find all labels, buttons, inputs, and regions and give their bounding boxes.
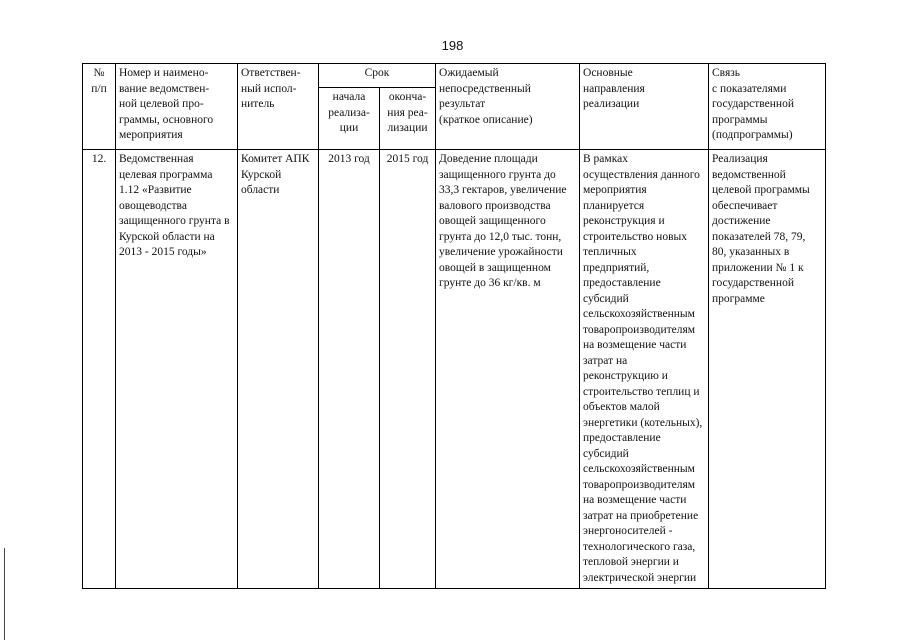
header-term-start-line: ции bbox=[339, 122, 359, 134]
cell-term-start: 2013 год bbox=[319, 150, 380, 589]
header-directions-line: Основные bbox=[583, 67, 633, 79]
header-link-line: программы bbox=[712, 113, 768, 126]
header-num-line: п/п bbox=[91, 82, 107, 95]
program-table bbox=[82, 63, 826, 589]
cell-term-end: 2015 год bbox=[380, 150, 436, 589]
header-term: Срок bbox=[319, 64, 436, 88]
header-num bbox=[83, 64, 116, 150]
header-num-line: № bbox=[93, 67, 105, 79]
cell-indicator-link: Реализация ведомственной целевой программы обеспечивает достижение показателей 78, 79, 80, указанных в приложении № 1 к государственной программе bbox=[709, 150, 826, 589]
header-name-line: ной целевой про- bbox=[119, 98, 204, 110]
header-term-start-line: реализа- bbox=[328, 106, 370, 119]
header-term-start bbox=[319, 88, 380, 150]
header-result-line: результат bbox=[439, 98, 486, 110]
header-name-line: Номер и наимено- bbox=[119, 67, 209, 79]
header-result-line: Ожидаемый bbox=[439, 67, 499, 79]
header-name-line: мероприятия bbox=[119, 129, 183, 141]
header-name-line: граммы, основного bbox=[119, 113, 214, 126]
cell-directions: В рамках осуществления данного мероприятия планируется реконструкция и строительство новых тепличных предприятий, предоставление субсидий сельскохозяйственным товаропроизводителям на возмещение части затрат на реконструкцию и строительство теплиц и объектов малой энергетики (котельных), предоставление субсидий сельскохозяйственным товаропроизводителям на возмещение части затрат на приобретение энергоносителей - технологического газа, тепловой энергии и электрической энергии bbox=[580, 150, 709, 589]
header-result-line: непосредственный bbox=[439, 82, 531, 95]
header-directions-line: реализации bbox=[583, 98, 640, 110]
header-name bbox=[116, 64, 238, 150]
header-executor-line: ный испол- bbox=[241, 82, 297, 95]
header-term-end bbox=[380, 88, 436, 150]
header-link-line: государственной bbox=[712, 98, 794, 110]
header-term-end-line: лизации bbox=[387, 122, 428, 134]
header-executor-line: нитель bbox=[241, 98, 275, 110]
header-result-line: (краткое описание) bbox=[439, 113, 533, 126]
header-directions bbox=[580, 64, 709, 150]
page-number: 198 bbox=[441, 38, 464, 53]
table-row bbox=[83, 150, 826, 589]
cell-program-name: Ведомственная целевая программа 1.12 «Развитие овощеводства защищенного грунта в Курской области на 2013 - 2015 годы» bbox=[116, 150, 238, 589]
header-directions-line: направления bbox=[583, 82, 645, 95]
header-term-start-line: начала bbox=[332, 91, 366, 103]
margin-line bbox=[4, 548, 5, 640]
header-executor bbox=[238, 64, 319, 150]
header-executor-line: Ответствен- bbox=[241, 67, 301, 79]
header-link-line: Связь bbox=[712, 67, 741, 79]
header-name-line: вание ведомствен- bbox=[119, 82, 210, 95]
header-result bbox=[436, 64, 580, 150]
header-term-end-line: оконча- bbox=[388, 91, 427, 103]
header-link-line: (подпрограммы) bbox=[712, 129, 793, 141]
header-term-end-line: ния реа- bbox=[387, 106, 428, 119]
cell-num: 12. bbox=[83, 150, 116, 589]
cell-expected-result: Доведение площади защищенного грунта до 33,3 гектаров, увеличение валового производства овощей защищенного грунта до 12,0 тыс. тонн, увеличение урожайности овощей в защищенном грунте до 36 кг/кв. м bbox=[436, 150, 580, 589]
header-link bbox=[709, 64, 826, 150]
header-link-line: с показателями bbox=[712, 82, 787, 95]
cell-executor: Комитет АПК Курской области bbox=[238, 150, 319, 589]
